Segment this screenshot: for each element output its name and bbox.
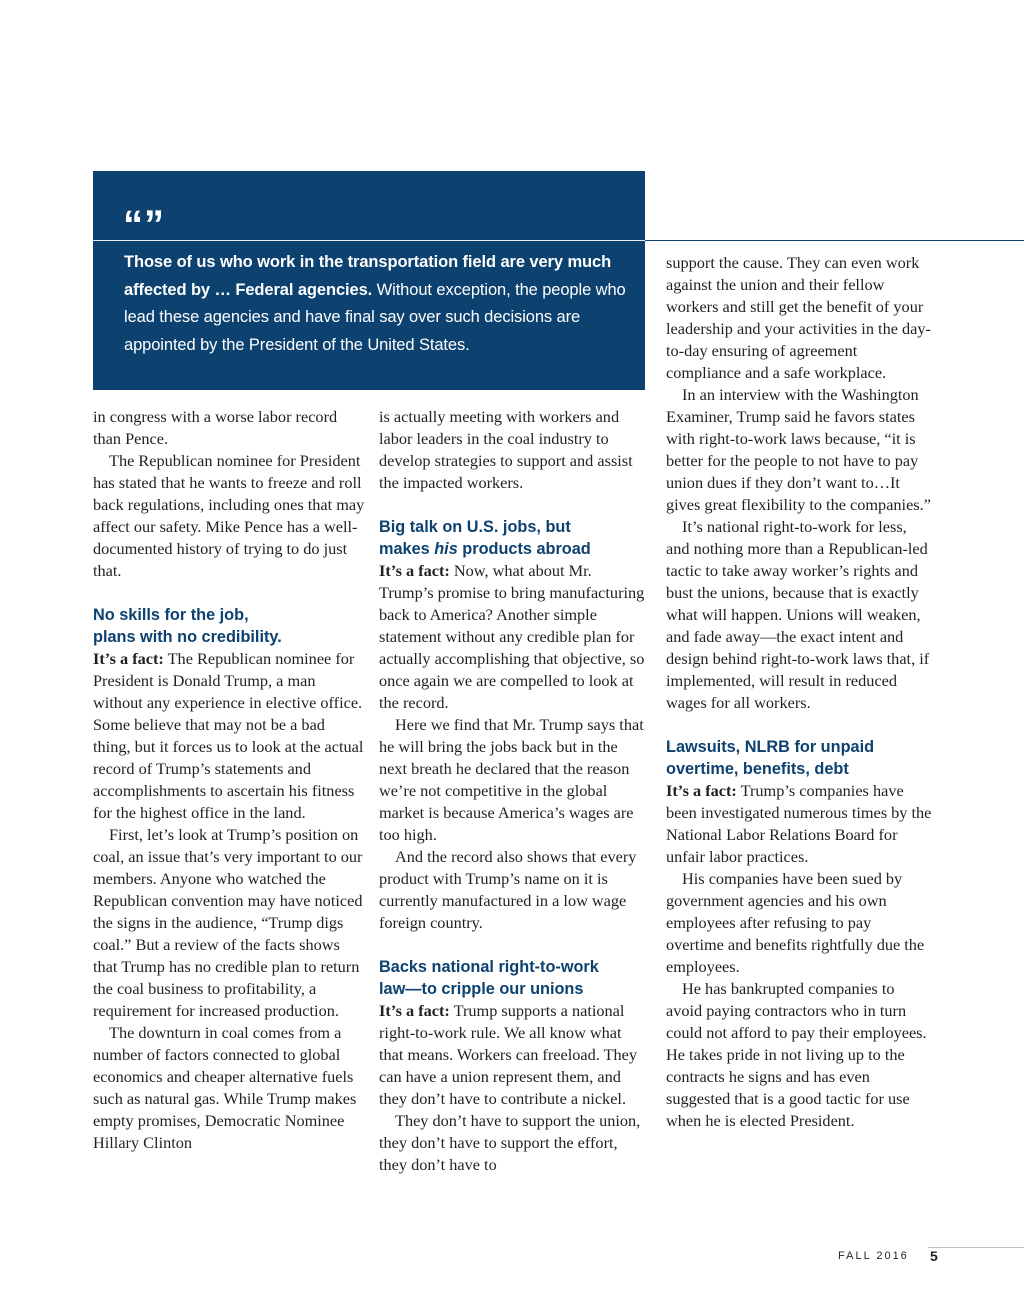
pull-quote-divider-extension bbox=[645, 240, 1024, 241]
paragraph: And the record also shows that every product with Trump’s name on it is currently manufactured in a low wage foreign country. bbox=[379, 847, 637, 932]
paragraph: The downturn in coal comes from a number of factors connected to global economics and cheaper alternative fuels such as natural gas. While Trump makes empty promises, Democratic Nominee Hillary Clinton bbox=[93, 1023, 357, 1152]
paragraph: in congress with a worse labor record than Pence. bbox=[93, 407, 338, 448]
article-column-3 bbox=[666, 252, 932, 1132]
pull-quote-regular: Without exception, the people who lead these agencies and have final say over such decisions are appointed by the President of the United States. bbox=[124, 280, 626, 354]
article-column-2 bbox=[379, 406, 649, 1176]
pull-quote-divider bbox=[93, 240, 645, 241]
paragraph: Here we find that Mr. Trump says that he will bring the jobs back but in the next breath he declared that the reason we’re not competitive in the global market is because America’s wages are too high. bbox=[379, 715, 644, 844]
section-heading-no-skills: No skills for the job, plans with no credibility. bbox=[93, 606, 282, 646]
paragraph: He has bankrupted companies to avoid paying contractors who in turn could not afford to pay their employees. He takes pride in not living up to the contracts he signs and has even suggested that is a good tactic for use when he is elected President. bbox=[666, 979, 927, 1130]
section-heading-jobs: Big talk on U.S. jobs, but makes his products abroad bbox=[379, 518, 591, 558]
paragraph: It’s a fact: Trump’s companies have been investigated numerous times by the National Labor Relations Board for unfair labor practices. bbox=[666, 781, 932, 866]
paragraph: His companies have been sued by government agencies and his own employees after refusing to pay overtime and benefits rightfully due the employees. bbox=[666, 869, 925, 976]
footer-divider bbox=[928, 1247, 1024, 1248]
paragraph: First, let’s look at Trump’s position on coal, an issue that’s very important to our members. Anyone who watched the Republican convention may have noticed the signs in the audience, “Trump digs coal.” But a review of the facts shows that Trump has no credible plan to return the coal business to profitability, a requirement for increased production. bbox=[93, 825, 363, 1020]
paragraph: It’s a fact: Now, what about Mr. Trump’s promise to bring manufacturing back to America? Another simple statement without any credible plan for actually accomplishing that objective, so once again we are compelled to look at the record. bbox=[379, 561, 645, 712]
paragraph: In an interview with the Washington Examiner, Trump said he favors states with right-to-work laws because, “it is better for the people to not have to pay union dues if they don’t want to…It gives great flexibility to the companies.” bbox=[666, 385, 931, 514]
pull-quote-bold: Those of us who work in the transportation field are very much affected by … Federal agencies. bbox=[124, 253, 612, 299]
fact-lead: It’s a fact: bbox=[379, 1001, 450, 1020]
fact-lead: It’s a fact: bbox=[93, 649, 164, 668]
pull-quote-text bbox=[124, 249, 629, 359]
paragraph: It’s a fact: Trump supports a national right-to-work rule. We all know what that means. Workers can freeload. They can have a union represent them, and they don’t have to contribute a nickel. bbox=[379, 1001, 638, 1108]
paragraph: is actually meeting with workers and labor leaders in the coal industry to develop strategies to support and assist the impacted workers. bbox=[379, 407, 633, 492]
quote-marks-icon: “” bbox=[123, 203, 165, 247]
article-column-1 bbox=[93, 406, 365, 1154]
footer-issue: FALL 2016 bbox=[838, 1250, 909, 1262]
section-heading-lawsuits: Lawsuits, NLRB for unpaid overtime, benefits, debt bbox=[666, 738, 875, 778]
paragraph: It’s a fact: The Republican nominee for President is Donald Trump, a man without any experience in elective office. Some believe that may not be a bad thing, but it forces us to look at the actual record of Trump’s statements and accomplishments to ascertain his fitness for the highest office in the land. bbox=[93, 649, 364, 822]
fact-lead: It’s a fact: bbox=[379, 561, 450, 580]
paragraph: The Republican nominee for President has stated that he wants to freeze and roll back regulations, including ones that may affect our safety. Mike Pence has a well-documented history of trying to do just that. bbox=[93, 451, 365, 580]
paragraph: support the cause. They can even work against the union and their fellow workers and still get the benefit of your leadership and your activities in the day-to-day ensuring of agreement compliance and a safe workplace. bbox=[666, 253, 931, 382]
fact-lead: It’s a fact: bbox=[666, 781, 737, 800]
paragraph: It’s national right-to-work for less, and nothing more than a Republican-led tactic to take away worker’s rights and bust the unions, because that is exactly what will happen. Unions will weaken, and fade away—the exact intent and design behind right-to-work laws that, if implemented, will result in reduced wages for all workers. bbox=[666, 517, 930, 712]
page-number: 5 bbox=[930, 1248, 938, 1264]
section-heading-right-to-work: Backs national right-to-work law—to cripple our unions bbox=[379, 958, 599, 998]
pull-quote-box bbox=[93, 171, 645, 390]
paragraph: They don’t have to support the union, they don’t have to support the effort, they don’t have to bbox=[379, 1111, 641, 1174]
